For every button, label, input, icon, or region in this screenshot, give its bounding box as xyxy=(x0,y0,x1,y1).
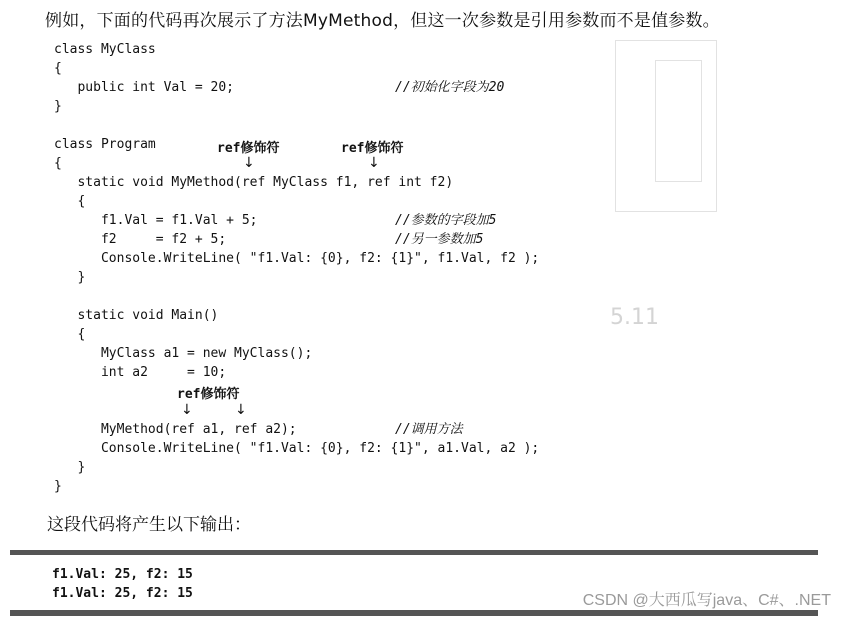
ref-label-f1: ref修饰符 xyxy=(217,141,280,156)
output-top-rule xyxy=(10,550,818,555)
code-line: { xyxy=(54,327,86,342)
output-bottom-rule xyxy=(10,610,818,616)
code-line: } xyxy=(54,479,62,494)
code-line: } xyxy=(54,99,62,114)
code-line: class MyClass xyxy=(54,42,156,57)
comment-call-method: //调用方法 xyxy=(395,422,463,437)
down-arrow-icon: ↓ xyxy=(243,155,255,171)
down-arrow-icon: ↓ xyxy=(368,155,380,171)
ghost-heading: 5.11 xyxy=(610,305,659,330)
code-line: MyClass a1 = new MyClass(); xyxy=(54,346,313,361)
comment-param-field: //参数的字段加5 xyxy=(395,213,497,228)
code-line: int a2 = 10; xyxy=(54,365,227,380)
code-line: public int Val = 20; xyxy=(54,80,235,95)
code-line: { xyxy=(54,156,62,171)
code-line: static void MyMethod(ref MyClass f1, ref int f2) xyxy=(54,175,454,190)
comment-init-field: //初始化字段为20 xyxy=(395,80,505,95)
code-line: { xyxy=(54,61,62,76)
comment-other-param: //另一参数加5 xyxy=(395,232,484,247)
code-line: } xyxy=(54,270,86,285)
code-line: MyMethod(ref a1, ref a2); xyxy=(54,422,297,437)
code-line: Console.WriteLine( "f1.Val: {0}, f2: {1}", a1.Val, a2 ); xyxy=(54,441,540,456)
ref-label-call: ref修饰符 xyxy=(177,387,240,402)
intro-paragraph: 例如，下面的代码再次展示了方法MyMethod，但这一次参数是引用参数而不是值参数。 xyxy=(45,11,720,31)
code-line: static void Main() xyxy=(54,308,219,323)
output-title: 这段代码将产生以下输出： xyxy=(47,515,251,535)
code-line: } xyxy=(54,460,86,475)
ref-label-f2: ref修饰符 xyxy=(341,141,404,156)
code-line: Console.WriteLine( "f1.Val: {0}, f2: {1}", f1.Val, f2 ); xyxy=(54,251,540,266)
down-arrow-icon: ↓ xyxy=(181,402,193,418)
code-line: { xyxy=(54,194,86,209)
csdn-watermark: CSDN @大西瓜写java、C#、.NET xyxy=(582,592,831,609)
output-line: f1.Val: 25, f2: 15 xyxy=(52,567,193,582)
down-arrow-icon: ↓ xyxy=(235,402,247,418)
code-line: f1.Val = f1.Val + 5; xyxy=(54,213,258,228)
ghost-diagram-inner xyxy=(655,60,702,182)
code-line: class Program xyxy=(54,137,156,152)
output-line: f1.Val: 25, f2: 15 xyxy=(52,586,193,601)
code-line: f2 = f2 + 5; xyxy=(54,232,227,247)
